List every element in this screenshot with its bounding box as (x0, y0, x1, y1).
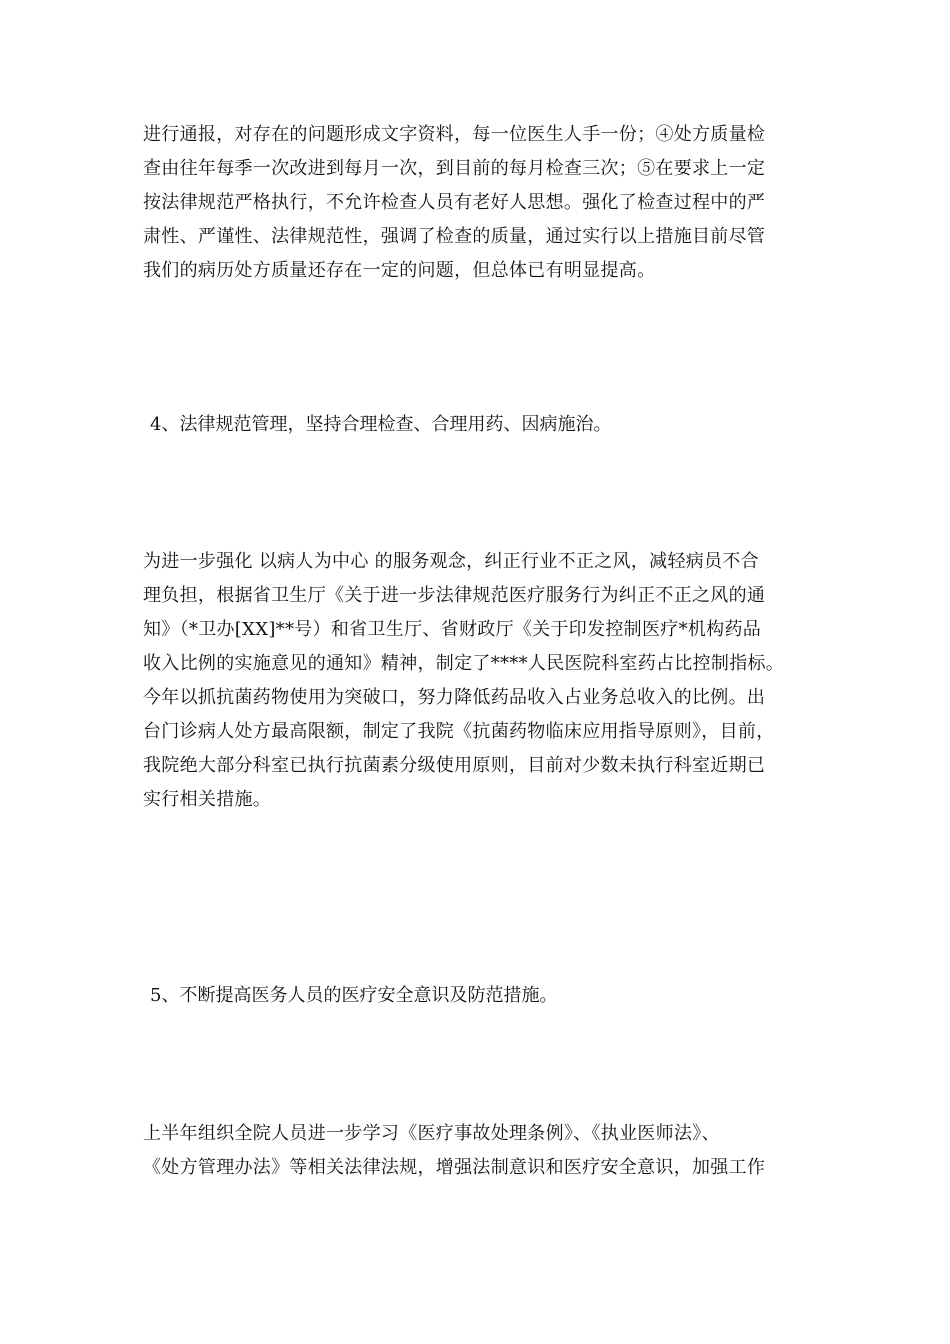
text-line: 按法律规范严格执行，不允许检查人员有老好人思想。强化了检查过程中的严 (143, 192, 766, 213)
text-line: 理负担，根据省卫生厅《关于进一步法律规范医疗服务行为纠正不正之风的通 (143, 585, 766, 606)
section-heading-4: 4、法律规范管理，坚持合理检查、合理用药、因病施治。 (150, 414, 612, 435)
text-line: 收入比例的实施意见的通知》精神，制定了****人民医院科室药占比控制指标。 (143, 653, 785, 674)
text-line: 台门诊病人处方最高限额，制定了我院《抗菌药物临床应用指导原则》，目前， (143, 721, 775, 742)
text-line: 进行通报，对存在的问题形成文字资料，每一位医生人手一份；④处方质量检 (143, 124, 766, 145)
paragraph-medical-safety (143, 1117, 807, 1185)
text-line: 今年以抓抗菌药物使用为突破口，努力降低药品收入占业务总收入的比例。出 (143, 687, 766, 708)
paragraph-prescription-quality (143, 118, 807, 288)
text-line: 我们的病历处方质量还存在一定的问题，但总体已有明显提高。 (143, 260, 656, 281)
text-line: 查由往年每季一次改进到每月一次，到目前的每月检查三次；⑤在要求上一定 (143, 158, 766, 179)
text-line: 为进一步强化 以病人为中心 的服务观念，纠正行业不正之风，减轻病员不合 (143, 551, 759, 572)
text-line: 实行相关措施。 (143, 789, 272, 810)
text-line: 上半年组织全院人员进一步学习《医疗事故处理条例》、《执业医师法》、 (143, 1123, 720, 1144)
text-line: 知》（*卫办[XX]**号）和省卫生厅、省财政厅《关于印发控制医疗*机构药品 (143, 619, 762, 640)
text-line: 肃性、严谨性、法律规范性，强调了检查的质量，通过实行以上措施目前尽管 (143, 226, 766, 247)
paragraph-drug-ratio-control (143, 545, 807, 817)
text-line: 《处方管理办法》等相关法律法规，增强法制意识和医疗安全意识，加强工作 (143, 1157, 766, 1178)
text-line: 我院绝大部分科室已执行抗菌素分级使用原则，目前对少数未执行科室近期已 (143, 755, 766, 776)
section-heading-5: 5、不断提高医务人员的医疗安全意识及防范措施。 (150, 985, 558, 1006)
